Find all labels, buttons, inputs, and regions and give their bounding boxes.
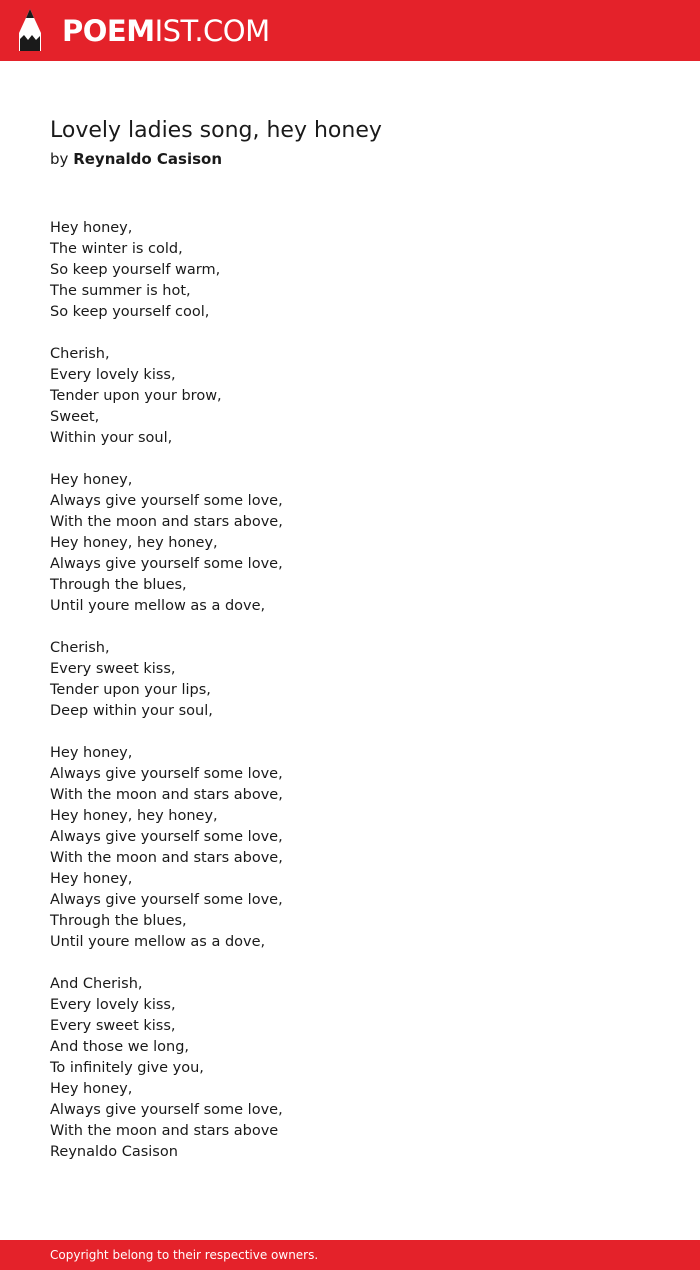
stanza-gap [50, 323, 650, 344]
by-label: by [50, 150, 69, 168]
site-header [0, 0, 700, 61]
poem-line: Always give yourself some love, [50, 766, 283, 782]
poem-line: With the moon and stars above, [50, 787, 283, 803]
poem-line: Through the blues, [50, 577, 187, 593]
poem-line: Hey honey, [50, 472, 133, 488]
poem-stanza [50, 974, 650, 1163]
poem-line: Until youre mellow as a dove, [50, 934, 266, 950]
poem-line: The summer is hot, [50, 283, 191, 299]
poem-line: So keep yourself cool, [50, 304, 210, 320]
copyright-text: Copyright belong to their respective owners. [50, 1248, 319, 1262]
poem-line: The winter is cold, [50, 241, 183, 257]
site-logo-text[interactable] [62, 13, 270, 49]
author-name: Reynaldo Casison [73, 150, 223, 168]
poem-line: Hey honey, [50, 1081, 133, 1097]
site-footer [0, 1240, 700, 1270]
poem-line: Cherish, [50, 346, 110, 362]
poem-stanza [50, 470, 650, 617]
poem-line: Through the blues, [50, 913, 187, 929]
poem-stanza [50, 344, 650, 449]
poem-line: And Cherish, [50, 976, 143, 992]
poem-line: Tender upon your lips, [50, 682, 211, 698]
logo-text-light: IST.COM [154, 14, 270, 48]
poem-line: So keep yourself warm, [50, 262, 221, 278]
stanza-gap [50, 617, 650, 638]
poem-line: Always give yourself some love, [50, 1102, 283, 1118]
poem-line: Every lovely kiss, [50, 997, 176, 1013]
poem-line: Hey honey, [50, 745, 133, 761]
poem-line: And those we long, [50, 1039, 190, 1055]
logo-text-bold: POEM [62, 14, 155, 48]
poem-line: To infinitely give you, [50, 1060, 204, 1076]
poem-line: Hey honey, hey honey, [50, 808, 218, 824]
poem-title: Lovely ladies song, hey honey [50, 118, 382, 143]
stanza-gap [50, 449, 650, 470]
poem-stanza [50, 638, 650, 722]
poem-line: Within your soul, [50, 430, 173, 446]
byline [50, 148, 222, 170]
poem-line: Every sweet kiss, [50, 1018, 176, 1034]
poem-line: With the moon and stars above, [50, 514, 283, 530]
poem-stanza [50, 218, 650, 323]
poem-line: Cherish, [50, 640, 110, 656]
poem-line: Always give yourself some love, [50, 556, 283, 572]
poem-line: Tender upon your brow, [50, 388, 222, 404]
poem-line: Always give yourself some love, [50, 829, 283, 845]
poem-line: With the moon and stars above, [50, 850, 283, 866]
poem-line: Sweet, [50, 409, 100, 425]
poem-line: Until youre mellow as a dove, [50, 598, 266, 614]
poem-line: With the moon and stars above [50, 1123, 279, 1139]
poem-line: Hey honey, [50, 220, 133, 236]
poem-line: Reynaldo Casison [50, 1144, 178, 1160]
stanza-gap [50, 722, 650, 743]
poem-line: Every sweet kiss, [50, 661, 176, 677]
poem-body [50, 218, 650, 1163]
poem-stanza [50, 743, 650, 953]
poem-line: Deep within your soul, [50, 703, 213, 719]
poem-line: Always give yourself some love, [50, 493, 283, 509]
poem-line: Every lovely kiss, [50, 367, 176, 383]
poem-line: Hey honey, [50, 871, 133, 887]
pencil-tip-icon[interactable] [17, 9, 43, 51]
poem-line: Hey honey, hey honey, [50, 535, 218, 551]
stanza-gap [50, 953, 650, 974]
poem-line: Always give yourself some love, [50, 892, 283, 908]
